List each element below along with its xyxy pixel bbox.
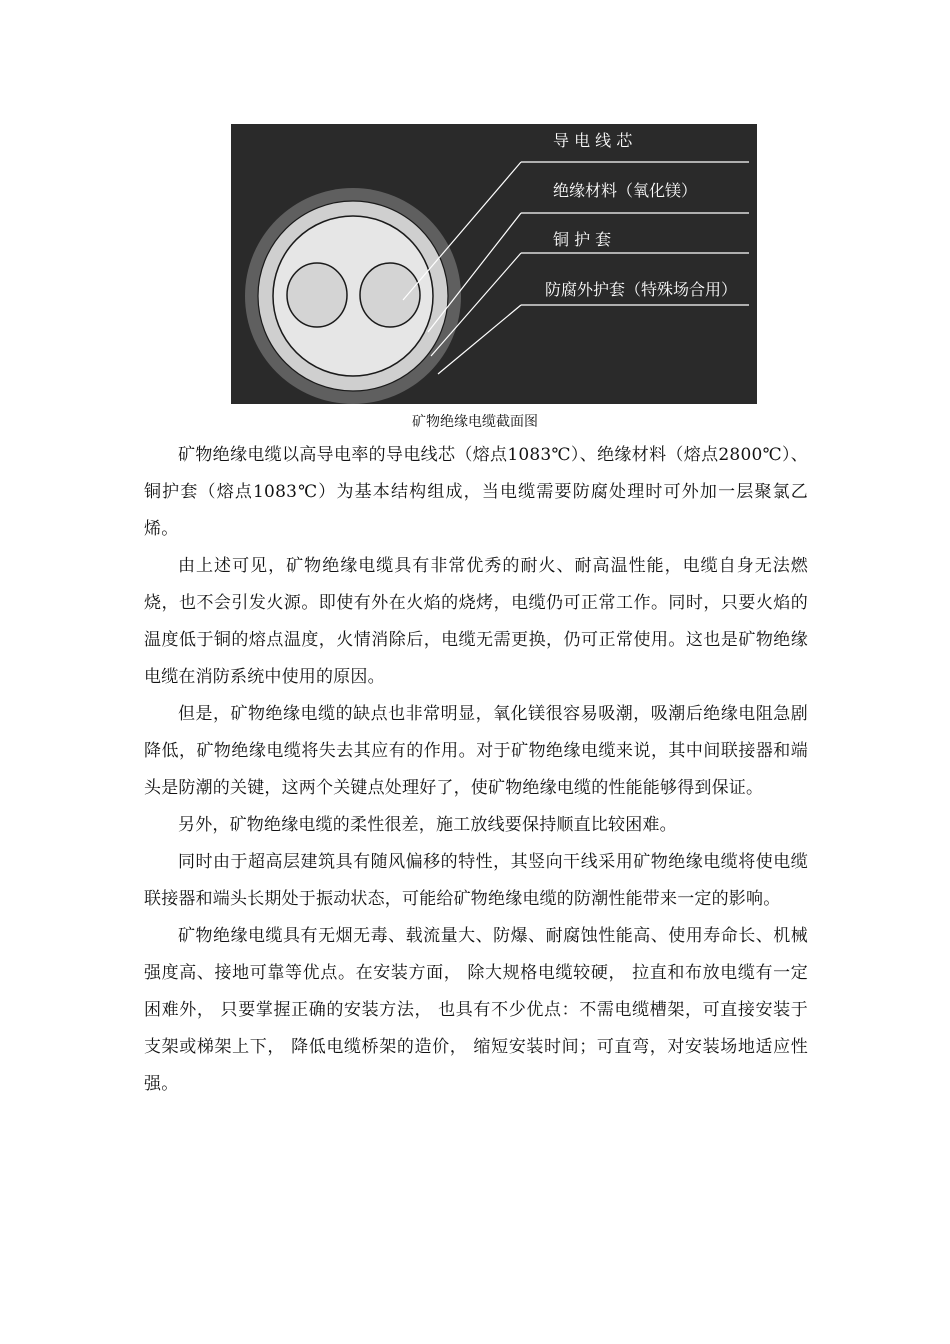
label-conductor: 导 电 线 芯 [553, 131, 633, 150]
cable-cross-section-figure [231, 124, 757, 404]
paragraph-2: 由上述可见，矿物绝缘电缆具有非常优秀的耐火、耐高温性能，电缆自身无法燃烧，也不会引发火源。即使有外在火焰的烧烤，电缆仍可正常工作。同时，只要火焰的温度低于铜的熔点温度，火情消除后，电缆无需更换，仍可正常使用。这也是矿物绝缘电缆在消防系统中使用的原因。 [144, 556, 808, 687]
conductor-core-left [287, 263, 347, 327]
cable-cross-section-diagram [231, 124, 757, 404]
paragraph-5: 同时由于超高层建筑具有随风偏移的特性，其竖向干线采用矿物绝缘电缆将使电缆联接器和端头长期处于振动状态，可能给矿物绝缘电缆的防潮性能带来一定的影响。 [144, 852, 808, 909]
paragraph-4: 另外，矿物绝缘电缆的柔性很差，施工放线要保持顺直比较困难。 [178, 815, 677, 835]
paragraph-6: 矿物绝缘电缆具有无烟无毒、载流量大、防爆、耐腐蚀性能高、使用寿命长、机械强度高、接地可靠等优点。在安装方面， 除大规格电缆较硬， 拉直和布放电缆有一定困难外， 只要掌握正确的安装方法， 也具有不少优点：不需电缆槽架，可直接安装于支架或梯架上下， 降低电缆桥架的造价， 缩短安装时间；可直弯，对安装场地适应性强。 [144, 926, 808, 1094]
figure-caption: 矿物绝缘电缆截面图 [412, 414, 538, 430]
label-copper-sheath: 铜 护 套 [553, 230, 612, 249]
conductor-core-right [360, 263, 420, 327]
paragraph-1: 矿物绝缘电缆以高导电率的导电线芯（熔点1083℃）、绝缘材料（熔点2800℃）、铜护套（熔点1083℃）为基本结构组成，当电缆需要防腐处理时可外加一层聚氯乙烯。 [144, 445, 808, 539]
body-text [144, 437, 808, 1103]
label-outer-jacket: 防腐外护套（特殊场合用） [545, 280, 738, 299]
label-insulation: 绝缘材料（氧化镁） [553, 181, 698, 200]
paragraph-3: 但是，矿物绝缘电缆的缺点也非常明显，氧化镁很容易吸潮，吸潮后绝缘电阻急剧降低，矿物绝缘电缆将失去其应有的作用。对于矿物绝缘电缆来说，其中间联接器和端头是防潮的关键，这两个关键点处理好了，使矿物绝缘电缆的性能能够得到保证。 [144, 704, 808, 798]
